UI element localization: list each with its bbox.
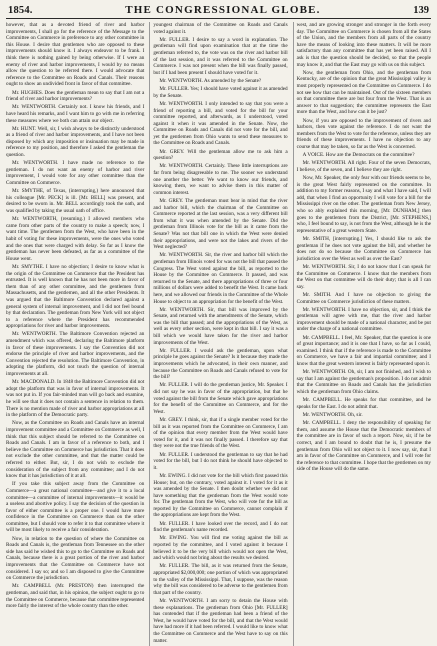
paragraph: Mr. HUGHES. Does the gentleman mean to say that I am not a friend of river and harbor improvements?: [6, 89, 145, 103]
paragraph: Mr. WENTWORTH. I have made no reference to the gentleman. I do not want an enemy of harbor and river improvement, I would vote for any other committee than the Committee on Commerce.: [6, 160, 145, 187]
paragraph: Mr. FULLER. The bill, as it was returned from the Senate, appropriated $2,000,000; one portion of which was appropriated to the valley of the Mississippi. That, I suppose, was the reason why the bill was considered to be adverse to the gentlemen from that part of the country.: [153, 563, 288, 596]
paragraph: Mr. SMITH, [interrupting.] Yes, I should like to ask the gentleman if he does not vote against the bill, and whether he does not do so because the Committee on Commerce has jurisdiction over the West as well as over the East?: [296, 235, 431, 262]
paragraph: Mr. GREY. I think, sir, that if a single member voted for the bill as it was reported from the Committee on Commerce, I am of the opinion that every member from the West would have voted for it, and it was not finally passed. I therefore say that they were not the true friends of the West.: [153, 416, 288, 450]
paragraph: Mr. FULLER. Yes; I should have voted against it as amended by the Senate.: [153, 86, 288, 99]
column-1: [6, 22, 144, 646]
paragraph: youngest chairman of the Committee on Roads and Canals voted against it.: [153, 22, 288, 35]
column-3: [293, 22, 431, 646]
paragraph: Now, in relation to the question of where the Committee on Roads and Canals is, the gentleman from Tennessee on the other side has said he wished this to go to the Committee on Roads and Canals, because there is a great portion of the river and harbor improvements that the Committee on Commerce have not considered. I say so; and so I am disposed to give the Committee on Commerce the jurisdiction.: [6, 535, 145, 582]
paragraph: Mr. CAMPBELL. I deny the responsibility of speaking for them, and assume the House that the Democratic members of the committee are in favor of such a report. Now, sir, if he be correct, and I am bound to doubt that he is, I presume the gentleman from Ohio will not object to it. I now say, sir, that I am in favor of the Committee on Commerce, and I will vote for the reference to that committee. I hope that the gentlemen on my side of the House will do the same.: [296, 420, 431, 473]
paragraph: Mr. SMYTHE, of Texas, (interrupting,) here announced that his colleague [Mr. PECK] is ill. [Mr. BELL] was present, and desired to be sworn in. Mr. BELL accordingly took the oath, and was qualified by taking the usual oath of office.: [6, 188, 145, 214]
paragraph: Mr. WENTWORTH. Sir, that bill was improved by the Senate, and returned with the amendments of the Senate, which was the bill that passed; and the appropriations of the West, as well as every other section, were kept in that bill. I say it was a bill which we would have taken for the river and harbor improvements of the West.: [153, 306, 288, 346]
header-title: THE CONGRESSIONAL GLOBE.: [125, 4, 321, 16]
paragraph: Mr. CAMPBELL. I feel, Mr. Speaker, that the question is one of great importance; and it is one that I have, so far as I could, examined. I think that if the reference is made to the Committee on Commerce, we have a fair and impartial committee; and I know that the great western interest is fairly represented upon it.: [296, 334, 431, 368]
paragraph: Mr. WENTWORTH. All right. Four of the seven Democrats, I believe, of the seven, and I believe they are right.: [296, 160, 431, 173]
paragraph: Mr. WENTWORTH. The Baltimore Convention rejected an amendment which was offered, declaring the Baltimore platform in favor of these improvements. I say the Convention did not endorse the principle of river and harbor improvements, and the Convention rejected the resolution. The Baltimore Convention, in adopting the platform, did not touch the question of internal improvements at all.: [6, 331, 145, 378]
paragraph: west, and are growing stronger and stronger in the forth every day. The Committee on Commerce is chosen from all the States of the Union, and the members from all parts of the country have the means of looking into these matters. It will be more satisfactory than any committee that has yet been raised. All I ask is that the question should be decided, so that the people may know it, and that the East may go with us on this subject.: [296, 22, 431, 68]
paragraph: Mr. WENTWORTH. Certainly. These little interruptions are far from being disagreeable to me. The sooner we understand one another the better. We want to know our friends, and knowing them, we want to advise them in this matter of common interest.: [153, 163, 288, 196]
paragraph: If you take this subject away from the Committee on Commerce—a great national committee—and give it to a local committee—a committee of internal improvements—it would be a useless and abortive policy. I say the decision of the question in favor of either committee is a proper one. I would have more confidence in the Committee on Commerce than on the other committee, but I should vote to refer it to that committee where it will be most likely to receive a fair consideration.: [6, 481, 145, 534]
paragraph: Mr. WENTWORTH. Oh, sir, I am not finished, and I wish to say that I am against the gentleman's proposition. I do not admit that the Committee on Roads and Canals has the jurisdiction which the gentleman from Ohio claims.: [296, 369, 431, 395]
paragraph: Mr. EWING. You will find me voting against the bill as reported by the committee, and I voted against it because I believed it to be the very bill which would not open the West, and which would not bring about the results we desired.: [153, 535, 288, 562]
paragraph: Mr. WENTWORTH. Oh, sir.: [302, 411, 363, 418]
paragraph: Mr. WENTWORTH. I am sorry to detain the House with these explanations. The gentleman from Ohio [Mr. FULLER] has contended that if the gentleman had been a friend of the West, he would have voted for the bill, and that the West would have had more if it had been referred. I would like to know what the Committee on Commerce and the West have to say on this matter.: [153, 597, 288, 644]
paragraph: Mr. SMYTHE. I have no objection; I desire to know what is the origin of the Committee on Commerce that the President has entrusted. It is well known that he has not been more in favor of them than of any other committee, and the gentlemen from Massachusetts, and the gentlemen, and all the other Presidents. It was argued that the Baltimore Convention declared against a general system of internal improvement, and I did not feel bound by that declaration. The gentleman from New York will not object to a reference where the President has recommended appropriations for river and harbor improvements.: [6, 263, 145, 330]
paragraph: Mr. WENTWORTH. Certainly not. I know his friends, and I have heard his remarks, and I want him to go with me in referring these measures where we both can attain our object.: [6, 104, 145, 124]
paragraph: Mr. WENTWORTH, (resuming.) I allowed members who came from other parts of the country to make a speech; now, I want time. The gentlemen from the West, who have been in the habit of voting for these improvements, were the ones who voted and the ones that were charged with delay. So far as I know the gentleman has never been defeated, as far as a committee of the House went.: [6, 216, 145, 262]
column-2: [149, 22, 287, 646]
paragraph: A VOICE. How are the Democrats on the committee?: [302, 152, 415, 159]
paragraph: Mr. FULLER. I desire to say a word in explanation. The gentleman will find upon examination that at the time the gentleman referred to, the vote was on the river and harbor bill of the last session, and it was referred to the Committee on Commerce. I was not present when the bill was finally passed, but if I had been present I should have voted for it.: [153, 36, 288, 76]
paragraph: Mr. FULLER. I have looked over the record, and I do not find the gentleman's name recorded.: [153, 520, 288, 534]
paragraph: Now, as the Committee on Roads and Canals have an internal improvement committee and a Committee on Commerce as well, I think that this subject should be referred to the Committee on Roads and Canals. I am in favor of a reference to both, and I believe the Committee on Commerce has jurisdiction. That it does not exclude the other committee, and that the matter could be referred to either. But, sir, I do not wish to exclude the consideration of the subject from any committee; and I do not know that it has jurisdiction of it at all.: [6, 420, 145, 480]
paragraph: Mr. WENTWORTH. Sir, the river and harbor bill which the gentleman from Illinois voted for was not the bill that passed the Congress. The West voted against the bill, as reported to the House by the Committee on Commerce. It passed, and was returned to the Senate, and there appropriations of three or four millions of dollars were added to benefit the West. It came back here, and we allowed our friends in the Committee of the Whole House to object to an appropriation for the benefit of the West.: [153, 252, 288, 305]
page-header: [6, 4, 431, 19]
paragraph: Mr. CAMPBELL (Mr. PRESTON) then interrupted the gentleman, and said that, in his opinion, the subject ought to go to the Committee on Commerce, because that committee represented more fairly the interest of the whole country than the other.: [6, 583, 145, 610]
header-page-number: 139: [413, 5, 429, 16]
paragraph: Mr. FULLER. I understood the gentleman to say that he had voted for the bill, but I do not think he should have objected to it.: [153, 451, 288, 471]
paragraph: Mr. FULLER. I will do the gentleman justice, Mr. Speaker. I did not say he was in favor of the appropriation, but that he voted against the bill from the Senate which gave appropriations for the benefit of the Committee on Commerce, and for the West.: [153, 382, 288, 415]
paragraph: Mr. WENTWORTH. I only intended to say that you were a friend of reporting a bill, and voted for the bill for your committee reported, and afterwards, as I understood, voted against it when it was amended in the Senate. Now, the Committee on Roads and Canals did not vote for the bill, and yet the gentlemen from Ohio wants to send these measures to the Committee on Roads and Canals.: [153, 100, 288, 147]
paragraph: Mr. MACDONALD. In 1848 the Baltimore Convention did not adopt the platform that was in favor of internal improvements. It was not put in. If you fair-minded man will go back and examine, he will see that it does not contain a sentence in relation to them. There is no mention made of river and harbor appropriations at all in the platform of the Democratic party.: [6, 379, 145, 419]
paragraph: however, that as a devoted friend of river and harbor improvements, I shall go for the reference of the Message to the Committee on Commerce in preference to any other committee in this House. I desire that gentlemen who are opposed to these improvements should know it. I always endeavor to be frank. I think there is nothing gained by being otherwise. If I were an enemy of river and harbor improvements, I would by no means allow the question to be referred there. I would advocate that reference to the Committee on Roads and Canals. Their reasons ought to show an undivided front in favor of that committee.: [6, 22, 145, 88]
header-year: 1854.: [8, 5, 33, 16]
paragraph: Now, if you are opposed to the improvement of rivers and harbors, then vote against the reference. I do not want the members from the West to vote for the reference, unless they are friends of these improvements. I have no objection to any course that may be taken, so far as the West is concerned.: [296, 117, 431, 150]
paragraph: Mr. WENTWORTH. As amended by the Senate?: [159, 77, 262, 84]
paragraph: Mr. WENTWORTH. Sir, I do not know that I can speak for the Committee on Commerce. I know that the members from the West on that committee will do their duty; that is all I can say.: [296, 263, 431, 290]
paragraph: Now, Mr. Speaker, the only fear with our friends seems to be, is the great West fairly represented on the committee. In addition to my former reasons, I say and what I have said, I will add, that when I find an opportunity I will vote for a bill for the Mississippi river on the other. The gentleman from New Jersey, who so ably explained this morning, [Mr. DUNHAM,] then goes to the gentlemen from the District, [Mr. STEPHENS,] who, I feel bound to say, is not from the West, although he is the representative of a great western State.: [296, 175, 431, 234]
paragraph: Mr. FULLER. I would ask the gentleman, upon what principle he goes against the Senate? Is it because they made the improvements which he advocated, in their own manner, and because the Committee on Roads and Canals refused to vote for the bill?: [153, 347, 288, 381]
paragraph: Mr. GREY. Will the gentleman allow me to ask him a question?: [153, 148, 288, 162]
paragraph: Now, the gentleman from Ohio, and the gentleman from Kentucky, are of the opinion that the great Mississippi valley is most properly represented on the Committee on Commerce. I do not see how that can be maintained. Out of the sixteen members on that committee there are but four from the West. That is an answer to that suggestion; the committee represents the East more than the West, and how can it be just?: [296, 69, 431, 116]
paragraph: Mr. HUNT. Well, sir, I wish always to be distinctly understood as a friend of river and harbor improvements, and I have not been disposed by which any imposition or insinuation may be made in reference to my position, and therefore I asked the gentleman the question.: [6, 125, 145, 159]
text-columns: [6, 22, 431, 644]
paragraph: Mr. CAMPBELL. He speaks for that committee, and he speaks for the East. I do not admit that.: [296, 397, 431, 410]
paragraph: Mr. WENTWORTH. I have no objection, sir, and I think the gentleman will agree with me, that the river and harbor improvement should be made of a national character, and be put under the charge of a national committee.: [296, 306, 431, 333]
paragraph: Mr. EWING. I did not vote for the bill which first passed this House; but, on the contrary, voted against it. I voted for it as it was amended by the Senate. I then doubt whether we did not have something that the gentleman from the West would vote for. The gentleman from the West, who will vote for the bill as reported by the Committee on Commerce, cannot complain if the appropriations are kept from the West.: [153, 472, 288, 519]
paragraph: Mr. SMITH. And I have no objection to giving the Committee on Commerce jurisdiction of these matters.: [296, 291, 431, 305]
paragraph: Mr. GREY. The gentleman must bear in mind that the river and harbor bill, which the chairman of the Committee on Commerce reported at the last session, was a very different bill from what it was when amended by the Senate. Did the gentleman from Illinois vote for the bill as it came from the Senate? Was not that bill one in which the West were denied their appropriations, and were not the lakes and rivers of the West neglected?: [153, 198, 288, 251]
